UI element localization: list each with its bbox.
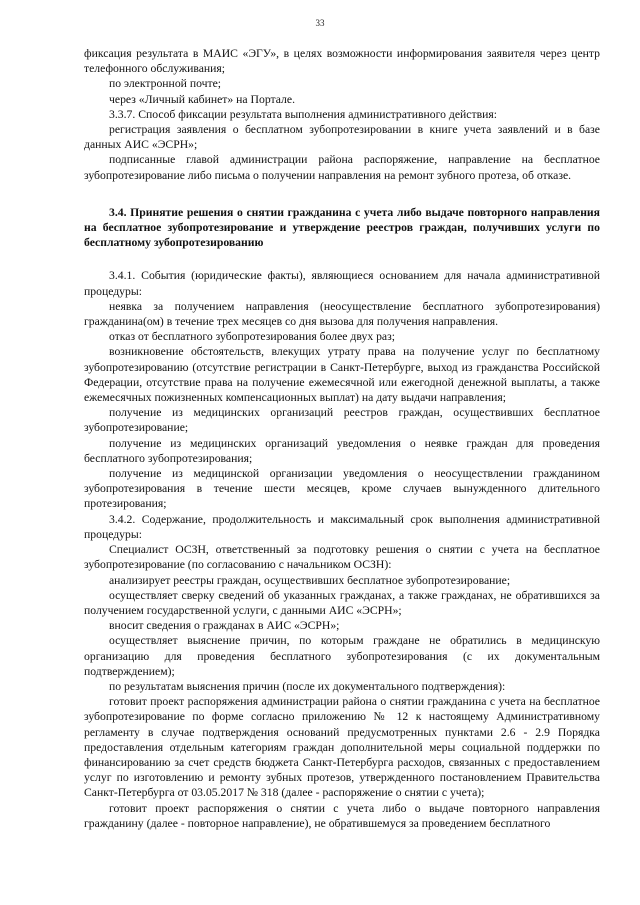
paragraph: неявка за получением направления (неосуществление бесплатного зубопротезирования) гражданина(ом) в течение трех месяцев со дня вызова для получения направления. (84, 299, 600, 329)
paragraph: 3.4.1. События (юридические факты), являющиеся основанием для начала административной процедуры: (84, 269, 600, 298)
paragraph: готовит проект распоряжения о снятии с учета либо о выдаче повторного направления гражданину (далее - повторное направление), не обратившемуся за проведением бесплатного (84, 801, 600, 830)
section-heading: 3.4. Принятие решения о снятии гражданина с учета либо выдаче повторного направления на бесплатное зубопротезирование и утверждение реестров граждан, получивших услуги по бесплатному зубопротезированию (84, 205, 600, 250)
paragraph: регистрация заявления о бесплатном зубопротезировании в книге учета заявлений и в базе данных АИС «ЭСРН»; (84, 123, 600, 152)
paragraph: 3.3.7. Способ фиксации результата выполнения административного действия: (109, 107, 497, 121)
paragraph: фиксация результата в МАИС «ЭГУ», в целях возможности информирования заявителя через центр телефонного обслуживания; (84, 47, 600, 76)
paragraph: по электронной почте; (109, 77, 222, 91)
paragraph: осуществляет сверку сведений об указанных гражданах, а также гражданах, не обратившихся за получением государственной услуги, с данными АИС «ЭСРН»; (84, 588, 600, 617)
paragraph: по результатам выяснения причин (после их документального подтверждения): (109, 679, 506, 693)
paragraph: возникновение обстоятельств, влекущих утрату права на получение услуг по бесплатному зубопротезированию (отсутствие регистрации в Санкт-Петербурге, выход из гражданства Российской Федерации, отсутствие права на получение ежемесячной или ежегодной денежной выплаты, а также ежемесячных пожизненных компенсационных выплат) на дату выдачи направления; (84, 345, 600, 405)
paragraph: Специалист ОСЗН, ответственный за подготовку решения о снятии с учета на бесплатное зубопротезирование (по согласованию с начальником ОСЗН): (84, 543, 600, 572)
paragraph: подписанные главой администрации района распоряжение, направление на бесплатное зубопротезирование либо письма о получении направления на ремонт зубного протеза, об отказе. (84, 153, 600, 182)
paragraph: анализирует реестры граждан, осуществивших бесплатное зубопротезирование; (109, 573, 511, 587)
paragraph: получение из медицинских организаций уведомления о неявке граждан для проведения бесплатного зубопротезирования; (84, 436, 600, 465)
paragraph: 3.4.2. Содержание, продолжительность и максимальный срок выполнения административной процедуры: (84, 512, 600, 541)
paragraph: отказ от бесплатного зубопротезирования более двух раз; (109, 330, 395, 344)
paragraph: получение из медицинских организаций реестров граждан, осуществивших бесплатное зубопротезирование; (84, 406, 600, 435)
paragraph: вносит сведения о гражданах в АИС «ЭСРН»; (109, 619, 340, 633)
page-number: 33 (315, 18, 325, 28)
paragraph: через «Личный кабинет» на Портале. (109, 92, 295, 106)
paragraph: получение из медицинской организации уведомления о неосуществлении гражданином зубопротезирования в течение шести месяцев, кроме случаев вынужденного длительного протезирования; (84, 467, 600, 511)
paragraph: готовит проект распоряжения администрации района о снятии гражданина с учета на бесплатное зубопротезирование по форме согласно приложению № 12 к настоящему Административному регламенту в случае подтверждения оснований предусмотренных пунктами 2.6 - 2.9 Порядка предоставления отдельным категориям граждан дополнительной меры социальной поддержки по финансированию за счет средств бюджета Санкт-Петербурга расходов, связанных с предоставлением услуг по изготовлению и ремонту зубных протезов, утвержденного постановлением Правительства Санкт-Петербурга от 03.05.2017 № 318 (далее - распоряжение о снятии с учета); (84, 695, 600, 800)
paragraph: осуществляет выяснение причин, по которым граждане не обратились в медицинскую организацию для проведения бесплатного зубопротезирования (с их документальным подтверждением); (84, 634, 600, 678)
document-body (84, 46, 600, 831)
